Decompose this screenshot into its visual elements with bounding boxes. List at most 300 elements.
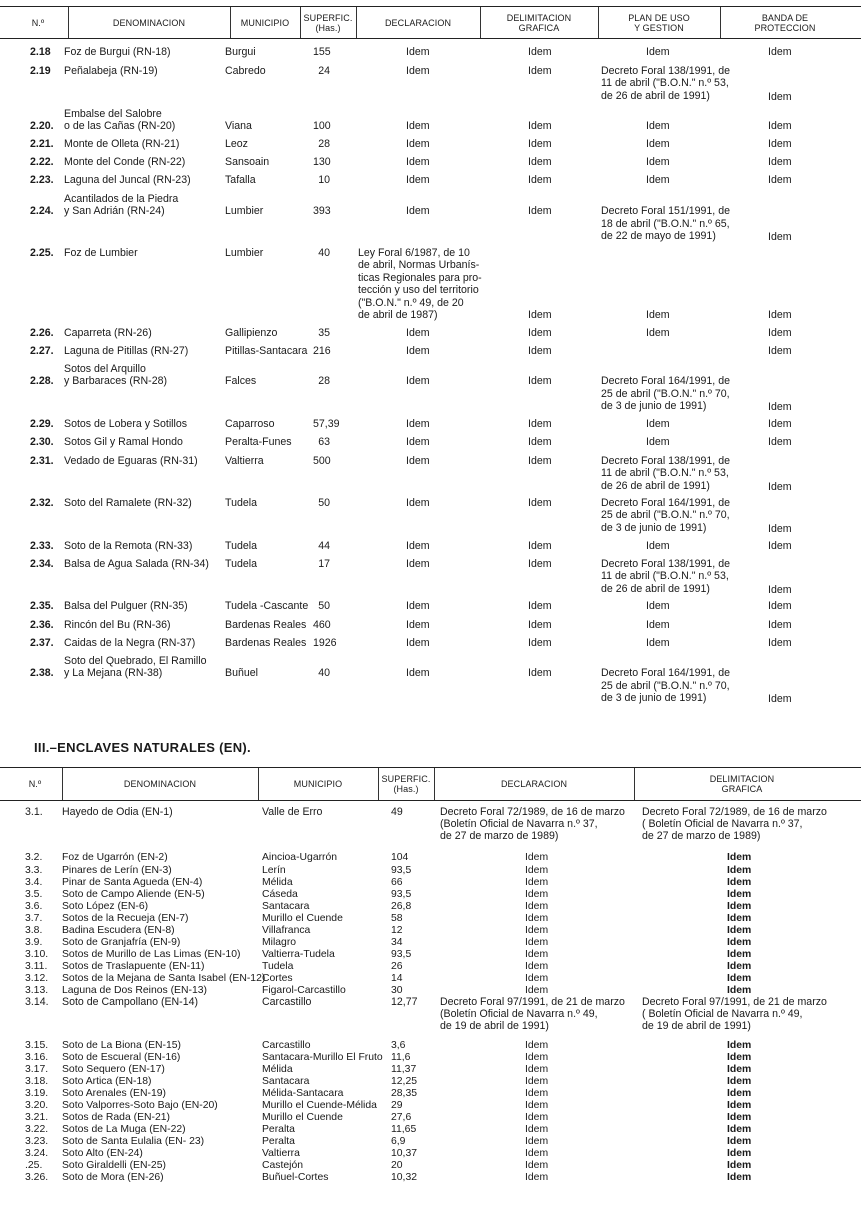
row-name: Caidas de la Negra (RN-37)	[64, 637, 196, 649]
row-delimitacion: Idem	[528, 309, 552, 321]
row-name: Acantilados de la Piedra y San Adrián (RN-24)	[64, 193, 179, 218]
row-number: 3.5.	[25, 889, 43, 900]
row-plan: Idem	[646, 138, 670, 150]
row-banda: Idem	[768, 120, 792, 133]
row-number: 3.11.	[25, 961, 48, 972]
row-superficie: 58	[391, 913, 403, 924]
row-municipio: Falces	[225, 375, 257, 388]
row-municipio: Santacara	[262, 901, 310, 912]
row-superficie: 93,5	[391, 889, 412, 900]
row-name: Laguna del Juncal (RN-23)	[64, 174, 191, 186]
row-delimitacion: Idem	[727, 877, 752, 888]
row-delimitacion: Idem	[528, 619, 552, 631]
row-declaracion: Idem	[525, 865, 549, 876]
row-plan: Idem	[646, 46, 670, 58]
row-number: 2.19	[30, 65, 51, 77]
row-name: Foz de Ugarrón (EN-2)	[62, 852, 168, 863]
row-delimitacion: Idem	[727, 865, 752, 876]
row-name: Soto Alto (EN-24)	[62, 1148, 143, 1159]
row-plan: Decreto Foral 138/1991, de 11 de abril ("B.O.N." n.º 53, de 26 de abril de 1991)	[601, 65, 730, 102]
row-number: 3.2.	[25, 852, 43, 863]
row-delimitacion: Idem	[727, 1172, 752, 1183]
row-declaracion: Idem	[406, 667, 430, 680]
row-plan: Idem	[646, 436, 670, 448]
row-municipio: Cortes	[262, 973, 293, 984]
row-name: Laguna de Pitillas (RN-27)	[64, 345, 189, 357]
row-banda: Idem	[768, 327, 792, 339]
row-plan: Decreto Foral 164/1991, de 25 de abril ("B.O.N." n.º 70, de 3 de junio de 1991)	[601, 497, 730, 534]
row-name: Monte del Conde (RN-22)	[64, 156, 186, 168]
row-number: 3.20.	[25, 1100, 49, 1111]
row-superficie: 26,8	[391, 901, 412, 912]
row-municipio: Murillo el Cuende	[262, 1112, 343, 1123]
row-declaracion: Idem	[406, 418, 430, 430]
row-plan: Idem	[646, 327, 670, 339]
row-number: 3.21.	[25, 1112, 49, 1123]
row-plan: Idem	[646, 600, 670, 612]
row-delimitacion: Idem	[727, 913, 752, 924]
row-superficie: 49	[391, 806, 403, 818]
row-name: Pinares de Lerín (EN-3)	[62, 865, 172, 876]
row-municipio: Lumbier	[225, 247, 264, 259]
row-name: Sotos de Rada (EN-21)	[62, 1112, 171, 1123]
row-declaracion: Idem	[525, 925, 549, 936]
row-number: 3.19.	[25, 1088, 49, 1099]
row-municipio: Tudela	[262, 961, 294, 972]
row-municipio: Mélida-Santacara	[262, 1088, 344, 1099]
row-plan: Idem	[646, 120, 670, 133]
row-banda: Idem	[768, 523, 792, 535]
row-delimitacion: Idem	[727, 937, 752, 948]
row-declaracion: Idem	[406, 497, 430, 509]
row-superficie: 28,35	[391, 1088, 418, 1099]
row-delimitacion: Idem	[727, 1136, 752, 1147]
row-declaracion: Idem	[406, 558, 430, 570]
row-name: Sotos de la Mejana de Santa Isabel (EN-12)	[62, 973, 266, 984]
row-municipio: Villafranca	[262, 925, 311, 936]
row-banda: Idem	[768, 584, 792, 596]
row-superficie: 28	[318, 375, 330, 388]
section-title: III.–ENCLAVES NATURALES (EN).	[34, 740, 251, 755]
row-superficie: 63	[318, 436, 330, 448]
row-superficie: 27,6	[391, 1112, 412, 1123]
row-name: Sotos de Murillo de Las Limas (EN-10)	[62, 949, 241, 960]
row-delimitacion: Idem	[528, 600, 552, 612]
row-number: 3.16.	[25, 1052, 49, 1063]
row-municipio: Carcastillo	[262, 996, 312, 1008]
row-superficie: 100	[313, 120, 331, 133]
row-name: Soto del Ramalete (RN-32)	[64, 497, 192, 509]
row-name: Soto Arenales (EN-19)	[62, 1088, 166, 1099]
row-name: Soto Giraldelli (EN-25)	[62, 1160, 166, 1171]
row-delimitacion: Idem	[727, 1124, 752, 1135]
row-declaracion: Idem	[525, 1112, 549, 1123]
row-delimitacion: Idem	[528, 436, 552, 448]
row-municipio: Tudela	[225, 540, 257, 552]
row-declaracion: Idem	[525, 937, 549, 948]
row-number: 3.4.	[25, 877, 43, 888]
row-superficie: 3,6	[391, 1040, 406, 1051]
row-name: Soto Sequero (EN-17)	[62, 1064, 165, 1075]
row-superficie: 17	[318, 558, 330, 570]
row-plan: Idem	[646, 418, 670, 430]
row-delimitacion: Idem	[727, 1052, 752, 1063]
row-superficie: 29	[391, 1100, 403, 1111]
col-delimitacion-header: DELIMITACION GRAFICA	[506, 12, 572, 33]
row-municipio: Cáseda	[262, 889, 298, 900]
row-number: 2.38.	[30, 667, 54, 680]
row-banda: Idem	[768, 46, 792, 58]
row-name: Sotos del Arquillo y Barbaraces (RN-28)	[64, 363, 168, 388]
row-declaracion: Idem	[406, 619, 430, 631]
row-banda: Idem	[768, 418, 792, 430]
row-superficie: 10	[318, 174, 330, 186]
row-delimitacion: Idem	[528, 375, 552, 388]
row-name: Soto del Quebrado, El Ramillo y La Mejana (RN-38)	[64, 655, 207, 680]
row-superficie: 20	[391, 1160, 403, 1171]
table2-header	[0, 6, 861, 39]
row-delimitacion: Idem	[727, 1112, 752, 1123]
row-number: 2.23.	[30, 174, 54, 186]
row-delimitacion: Idem	[528, 455, 552, 467]
row-superficie: 14	[391, 973, 403, 984]
row-name: Soto de Mora (EN-26)	[62, 1172, 164, 1183]
row-number: 2.34.	[30, 558, 54, 570]
row-number: 3.18.	[25, 1076, 49, 1087]
row-name: Foz de Burgui (RN-18)	[64, 46, 171, 58]
row-declaracion: Idem	[525, 889, 549, 900]
row-municipio: Pitillas-Santacara	[225, 345, 308, 357]
row-superficie: 93,5	[391, 865, 412, 876]
row-name: Sotos de La Muga (EN-22)	[62, 1124, 186, 1135]
row-delimitacion: Idem	[727, 1100, 752, 1111]
row-delimitacion: Idem	[727, 1148, 752, 1159]
row-superficie: 460	[313, 619, 331, 631]
row-banda: Idem	[768, 600, 792, 612]
row-number: 2.22.	[30, 156, 54, 168]
row-delimitacion: Idem	[727, 925, 752, 936]
row-municipio: Milagro	[262, 937, 297, 948]
row-municipio: Murillo el Cuende-Mélida	[262, 1100, 377, 1111]
row-name: Soto de Campollano (EN-14)	[62, 996, 199, 1008]
row-superficie: 30	[391, 985, 403, 996]
row-number: 2.37.	[30, 637, 54, 649]
col-superficie-header: SUPERFIC. (Has.)	[303, 12, 353, 33]
row-number: 3.1.	[25, 806, 43, 818]
row-superficie: 11,37	[391, 1064, 417, 1075]
row-number: 2.29.	[30, 418, 54, 430]
row-superficie: 1926	[313, 637, 337, 649]
row-declaracion: Idem	[525, 985, 549, 996]
row-municipio: Buñuel	[225, 667, 258, 680]
row-banda: Idem	[768, 693, 792, 706]
row-municipio: Cabredo	[225, 65, 266, 77]
row-municipio: Mélida	[262, 1064, 293, 1075]
row-declaracion: Idem	[406, 345, 430, 357]
row-banda: Idem	[768, 174, 792, 186]
row-superficie: 104	[391, 852, 409, 863]
row-name: Soto de Escueral (EN-16)	[62, 1052, 181, 1063]
row-delimitacion: Idem	[727, 961, 752, 972]
row-declaracion: Idem	[525, 1088, 549, 1099]
row-delimitacion: Idem	[727, 1160, 752, 1171]
row-plan: Idem	[646, 637, 670, 649]
row-declaracion: Decreto Foral 72/1989, de 16 de marzo (Boletín Oficial de Navarra n.º 37, de 27 de marzo de 1989)	[440, 806, 625, 842]
row-declaracion: Idem	[525, 877, 549, 888]
col-municipio-header: MUNICIPIO	[240, 17, 290, 28]
row-number: 3.7.	[25, 913, 43, 924]
row-banda: Idem	[768, 91, 792, 103]
col-declaracion-header: DECLARACION	[500, 779, 568, 789]
row-name: Sotos de la Recueja (EN-7)	[62, 913, 189, 924]
row-declaracion: Idem	[525, 961, 549, 972]
row-declaracion: Ley Foral 6/1987, de 10 de abril, Normas Urbanís- ticas Regionales para pro- tección y uso del territorio ("B.O.N." n.º 49, de 20 de abril de 1987)	[358, 247, 482, 322]
row-declaracion: Idem	[406, 327, 430, 339]
row-number: 3.24.	[25, 1148, 49, 1159]
row-delimitacion: Idem	[528, 540, 552, 552]
row-declaracion: Idem	[406, 46, 430, 58]
col-superficie-header: SUPERFIC. (Has.)	[381, 774, 431, 794]
row-delimitacion: Idem	[528, 637, 552, 649]
row-superficie: 12,77	[391, 996, 418, 1008]
row-number: 3.3.	[25, 865, 43, 876]
row-municipio: Tudela	[225, 558, 257, 570]
row-name: Soto López (EN-6)	[62, 901, 149, 912]
row-municipio: Santacara	[262, 1076, 310, 1087]
row-delimitacion: Idem	[528, 65, 552, 77]
row-delimitacion: Idem	[528, 667, 552, 680]
row-municipio: Valle de Erro	[262, 806, 323, 818]
row-name: Rincón del Bu (RN-36)	[64, 619, 171, 631]
row-declaracion: Idem	[525, 1076, 549, 1087]
row-number: 2.28.	[30, 375, 54, 388]
row-delimitacion: Idem	[727, 901, 752, 912]
row-name: Soto de la Remota (RN-33)	[64, 540, 193, 552]
row-declaracion: Idem	[525, 1172, 549, 1183]
col-municipio-header: MUNICIPIO	[293, 779, 343, 789]
row-delimitacion: Idem	[528, 497, 552, 509]
row-number: 2.25.	[30, 247, 54, 259]
row-municipio: Tudela	[225, 497, 257, 509]
row-number: 3.10.	[25, 949, 49, 960]
row-declaracion: Idem	[406, 156, 430, 168]
row-declaracion: Idem	[525, 913, 549, 924]
row-delimitacion: Idem	[727, 1064, 752, 1075]
row-delimitacion: Decreto Foral 97/1991, de 21 de marzo ( Boletín Oficial de Navarra n.º 49, de 19 de abril de 1991)	[642, 996, 827, 1032]
row-municipio: Mélida	[262, 877, 293, 888]
row-delimitacion: Idem	[528, 46, 552, 58]
row-delimitacion: Idem	[528, 120, 552, 133]
row-superficie: 11,6	[391, 1052, 411, 1063]
row-declaracion: Idem	[525, 949, 549, 960]
row-municipio: Tafalla	[225, 174, 256, 186]
row-municipio: Santacara-Murillo El Fruto	[262, 1052, 383, 1063]
row-name: Caparreta (RN-26)	[64, 327, 152, 339]
row-municipio: Valtierra-Tudela	[262, 949, 335, 960]
row-declaracion: Idem	[525, 1148, 549, 1159]
row-delimitacion: Idem	[528, 418, 552, 430]
row-superficie: 6,9	[391, 1136, 406, 1147]
row-superficie: 216	[313, 345, 331, 357]
row-number: 3.9.	[25, 937, 43, 948]
row-banda: Idem	[768, 156, 792, 168]
row-municipio: Gallipienzo	[225, 327, 278, 339]
row-municipio: Viana	[225, 120, 252, 133]
row-municipio: Figarol-Carcastillo	[262, 985, 346, 996]
row-name: Balsa de Agua Salada (RN-34)	[64, 558, 209, 570]
row-name: Pinar de Santa Agueda (EN-4)	[62, 877, 203, 888]
row-municipio: Aincioa-Ugarrón	[262, 852, 338, 863]
row-declaracion: Idem	[525, 1052, 549, 1063]
row-municipio: Tudela -Cascante	[225, 600, 309, 612]
row-declaracion: Idem	[406, 637, 430, 649]
row-delimitacion: Idem	[528, 205, 552, 218]
col-num-header: N.º	[31, 17, 45, 28]
col-declaracion-header: DECLARACION	[384, 17, 452, 28]
row-declaracion: Idem	[525, 852, 549, 863]
row-declaracion: Idem	[525, 1124, 549, 1135]
row-declaracion: Idem	[406, 138, 430, 150]
row-plan: Decreto Foral 164/1991, de 25 de abril ("B.O.N." n.º 70, de 3 de junio de 1991)	[601, 667, 730, 705]
col-num-header: N.º	[28, 779, 42, 789]
row-number: 2.31.	[30, 455, 54, 467]
row-number: 2.36.	[30, 619, 54, 631]
row-number: 2.21.	[30, 138, 54, 150]
row-municipio: Murillo el Cuende	[262, 913, 343, 924]
row-number: 3.13.	[25, 985, 49, 996]
row-name: Sotos Gil y Ramal Hondo	[64, 436, 183, 448]
row-municipio: Peralta	[262, 1124, 295, 1135]
row-declaracion: Idem	[525, 973, 549, 984]
row-municipio: Valtierra	[262, 1148, 300, 1159]
row-superficie: 93,5	[391, 949, 412, 960]
row-name: Sotos de Traslapuente (EN-11)	[62, 961, 205, 972]
row-delimitacion: Idem	[528, 558, 552, 570]
row-name: Laguna de Dos Reinos (EN-13)	[62, 985, 207, 996]
row-delimitacion: Idem	[528, 174, 552, 186]
row-delimitacion: Idem	[727, 889, 752, 900]
row-superficie: 10,37	[391, 1148, 418, 1159]
row-number: 3.12.	[25, 973, 49, 984]
row-delimitacion: Decreto Foral 72/1989, de 16 de marzo ( Boletín Oficial de Navarra n.º 37, de 27 de marzo de 1989)	[642, 806, 827, 842]
row-declaracion: Idem	[525, 1040, 549, 1051]
row-name: Balsa del Pulguer (RN-35)	[64, 600, 188, 612]
row-superficie: 40	[318, 247, 330, 259]
table3-header	[0, 767, 861, 801]
row-delimitacion: Idem	[727, 1076, 752, 1087]
row-declaracion: Idem	[406, 540, 430, 552]
row-superficie: 500	[313, 455, 331, 467]
row-name: Soto de Granjafría (EN-9)	[62, 937, 181, 948]
row-municipio: Peralta-Funes	[225, 436, 292, 448]
row-declaracion: Idem	[406, 205, 430, 218]
row-banda: Idem	[768, 345, 792, 357]
row-municipio: Lerín	[262, 865, 286, 876]
row-banda: Idem	[768, 231, 792, 244]
row-plan: Idem	[646, 156, 670, 168]
row-superficie: 24	[318, 65, 330, 77]
col-banda-header: BANDA DE PROTECCION	[754, 12, 816, 33]
row-declaracion: Idem	[406, 375, 430, 388]
row-plan: Idem	[646, 540, 670, 552]
row-number: 2.18	[30, 46, 51, 58]
row-name: Soto Artica (EN-18)	[62, 1076, 152, 1087]
row-number: 2.20.	[30, 120, 54, 133]
row-superficie: 130	[313, 156, 331, 168]
row-municipio: Carcastillo	[262, 1040, 311, 1051]
row-number: 3.22.	[25, 1124, 49, 1135]
row-banda: Idem	[768, 481, 792, 493]
row-declaracion: Decreto Foral 97/1991, de 21 de marzo (Boletín Oficial de Navarra n.º 49, de 19 de abril de 1991)	[440, 996, 625, 1032]
row-superficie: 50	[318, 497, 330, 509]
row-delimitacion: Idem	[727, 949, 752, 960]
row-number: 2.24.	[30, 205, 54, 218]
row-number: 2.32.	[30, 497, 54, 509]
row-plan: Idem	[646, 619, 670, 631]
row-number: 2.27.	[30, 345, 54, 357]
row-superficie: 50	[318, 600, 330, 612]
row-plan: Decreto Foral 164/1991, de 25 de abril ("B.O.N." n.º 70, de 3 de junio de 1991)	[601, 375, 730, 413]
row-plan: Idem	[646, 309, 670, 321]
row-superficie: 155	[313, 46, 331, 58]
row-name: Soto de Campo Aliende (EN-5)	[62, 889, 205, 900]
row-number: 3.15.	[25, 1040, 49, 1051]
row-municipio: Sansoain	[225, 156, 270, 168]
row-superficie: 40	[318, 667, 330, 680]
row-name: Badina Escudera (EN-8)	[62, 925, 175, 936]
col-name-header: DENOMINACION	[112, 17, 186, 28]
row-number: 3.6.	[25, 901, 43, 912]
row-superficie: 12,25	[391, 1076, 418, 1087]
row-number: 3.8.	[25, 925, 43, 936]
row-delimitacion: Idem	[727, 852, 752, 863]
row-plan: Idem	[646, 174, 670, 186]
row-municipio: Valtierra	[225, 455, 264, 467]
row-municipio: Burgui	[225, 46, 256, 58]
row-plan: Decreto Foral 151/1991, de 18 de abril ("B.O.N." n.º 65, de 22 de mayo de 1991)	[601, 205, 730, 243]
row-superficie: 44	[318, 540, 330, 552]
row-superficie: 35	[318, 327, 330, 339]
row-banda: Idem	[768, 436, 792, 448]
row-name: Peñalabeja (RN-19)	[64, 65, 158, 77]
row-declaracion: Idem	[525, 1064, 549, 1075]
row-delimitacion: Idem	[727, 1088, 752, 1099]
row-name: Vedado de Eguaras (RN-31)	[64, 455, 198, 467]
col-name-header: DENOMINACION	[123, 779, 197, 789]
row-declaracion: Idem	[525, 1160, 549, 1171]
row-municipio: Bardenas Reales	[225, 619, 307, 631]
row-number: .25.	[25, 1160, 43, 1171]
row-number: 2.33.	[30, 540, 54, 552]
row-superficie: 26	[391, 961, 403, 972]
row-municipio: Leoz	[225, 138, 248, 150]
row-name: Soto de La Biona (EN-15)	[62, 1040, 181, 1051]
row-number: 3.14.	[25, 996, 49, 1008]
row-banda: Idem	[768, 309, 792, 321]
row-plan: Decreto Foral 138/1991, de 11 de abril ("B.O.N." n.º 53, de 26 de abril de 1991)	[601, 455, 730, 492]
row-declaracion: Idem	[406, 174, 430, 186]
row-name: Foz de Lumbier	[64, 247, 138, 259]
row-superficie: 57,39	[313, 418, 340, 430]
row-name: Hayedo de Odia (EN-1)	[62, 806, 173, 818]
row-superficie: 393	[313, 205, 331, 218]
row-number: 3.23.	[25, 1136, 49, 1147]
row-superficie: 34	[391, 937, 403, 948]
row-delimitacion: Idem	[528, 327, 552, 339]
row-name: Embalse del Salobre o de las Cañas (RN-20)	[64, 108, 176, 133]
row-name: Soto Valporres-Soto Bajo (EN-20)	[62, 1100, 218, 1111]
row-municipio: Bardenas Reales	[225, 637, 307, 649]
